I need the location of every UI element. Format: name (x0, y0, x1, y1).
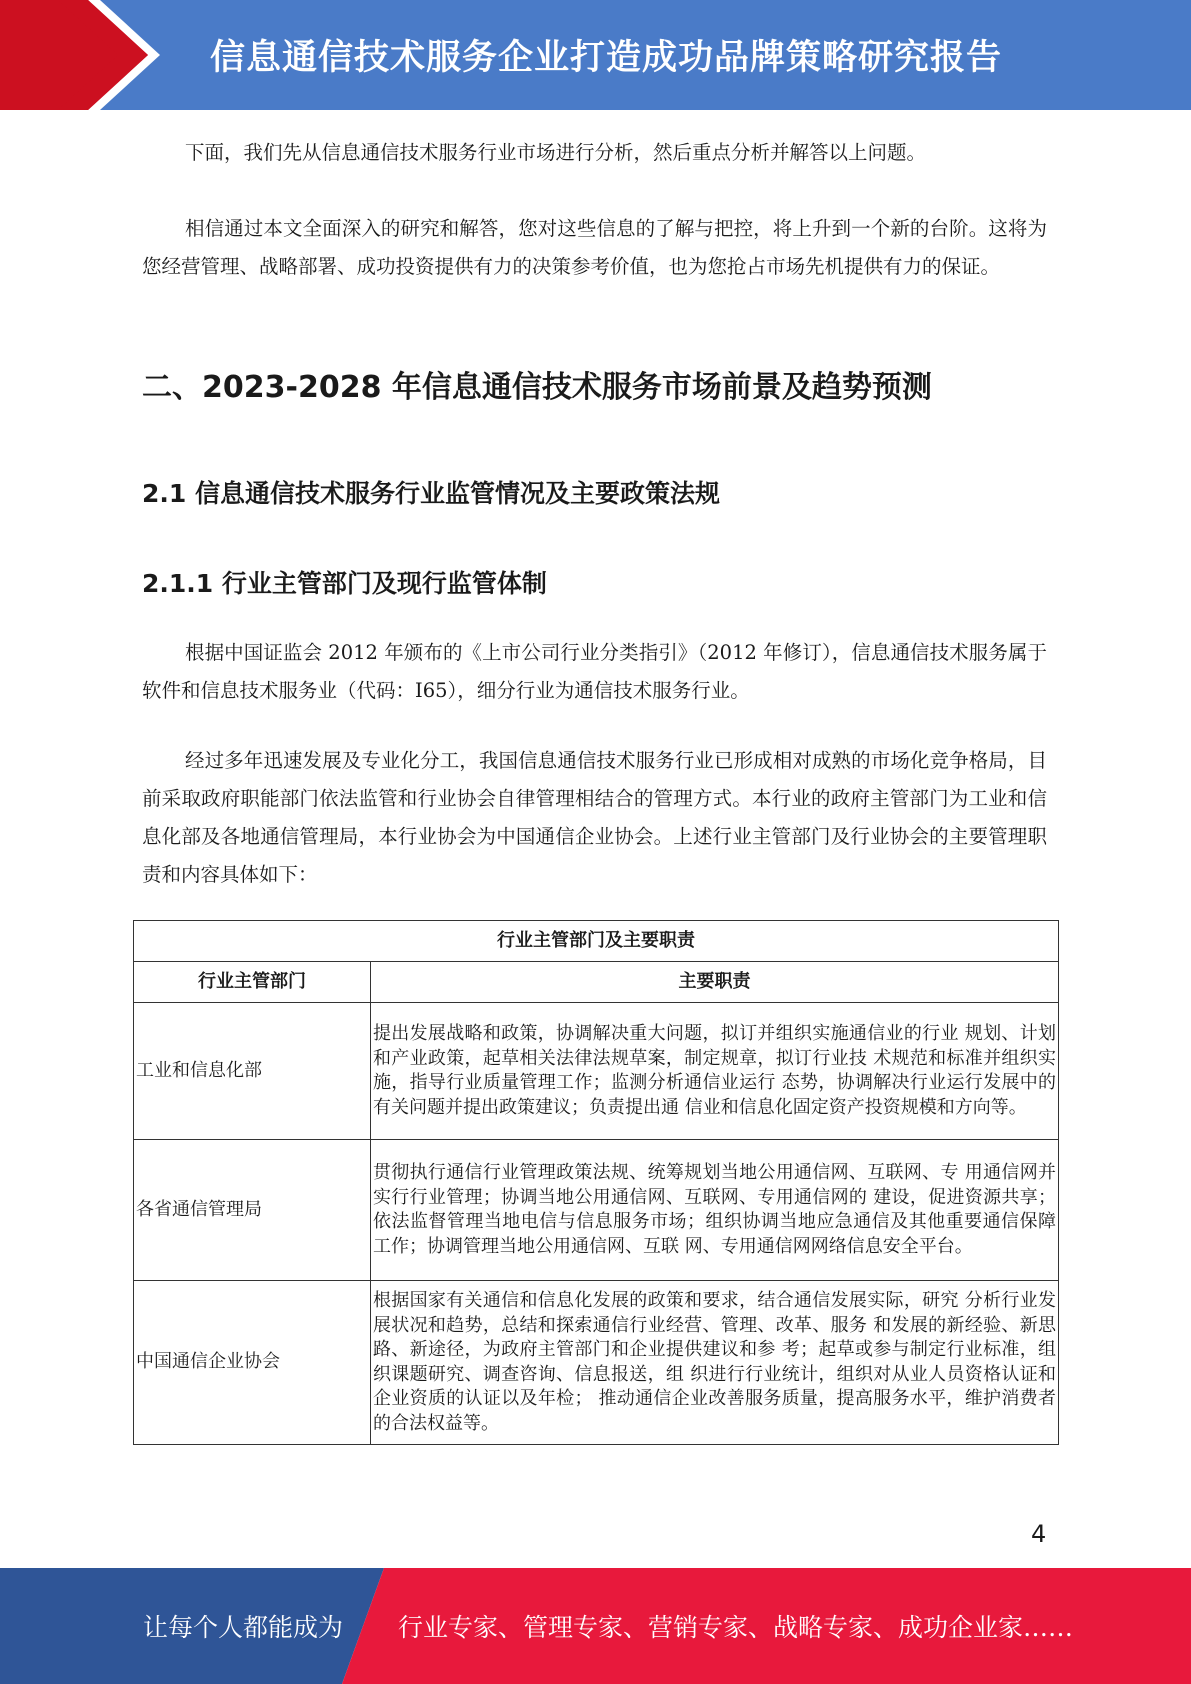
section-heading: 二、2023-2028 年信息通信技术服务市场前景及趋势预测 (142, 370, 932, 405)
table-caption: 行业主管部门及主要职责 (134, 921, 1059, 962)
regulation-paragraph: 经过多年迅速发展及专业化分工，我国信息通信技术服务行业已形成相对成熟的市场化竞争格局，目前采取政府职能部门依法监管和行业协会自律管理相结合的管理方式。本行业的政府主管部门为工业和信息化部及各地通信管理局，本行业协会为中国通信企业协会。上述行业主管部门及行业协会的主要管理职责和内容具体如下： (142, 749, 1047, 886)
page-footer (0, 1568, 1191, 1684)
footer-slogan-right: 行业专家、管理专家、营销专家、战略专家、成功企业家…… (398, 1613, 1074, 1642)
dept-cell: 各省通信管理局 (134, 1140, 371, 1281)
column-header-dept: 行业主管部门 (134, 962, 371, 1003)
value-paragraph: 相信通过本文全面深入的研究和解答，您对这些信息的了解与把控，将上升到一个新的台阶。这将为您经营管理、战略部署、成功投资提供有力的决策参考价值，也为您抢占市场先机提供有力的保证。 (142, 217, 1047, 278)
dept-cell: 中国通信企业协会 (134, 1281, 371, 1445)
duty-cell: 提出发展战略和政策，协调解决重大问题，拟订并组织实施通信业的行业 规划、计划和产业政策，起草相关法律法规草案，制定规章，拟订行业技 术规范和标准并组织实施，指导行业质量管理工作；监测分析通信业运行 态势，协调解决行业运行发展中的有关问题并提出政策建议；负责提出通 信业和信息化固定资产投资规模和方向等。 (371, 1003, 1059, 1140)
column-header-duty: 主要职责 (371, 962, 1059, 1003)
table-row (134, 1140, 1059, 1281)
page-header (0, 0, 1191, 110)
footer-slogan-left: 让每个人都能成为 (143, 1613, 344, 1642)
dept-cell: 工业和信息化部 (134, 1003, 371, 1140)
regulators-table (133, 920, 1059, 1445)
duty-cell: 根据国家有关通信和信息化发展的政策和要求，结合通信发展实际，研究 分析行业发展状况和趋势，总结和探索通信行业经营、管理、改革、服务 和发展的新经验、新思路、新途径，为政府主管部门和企业提供建议和参 考；起草或参与制定行业标准，组织课题研究、调查咨询、信息报送，组 织进行行业统计，组织对从业人员资格认证和企业资质的认证以及年检； 推动通信企业改善服务质量，提高服务水平，维护消费者的合法权益等。 (371, 1281, 1059, 1445)
table-caption-row (134, 921, 1059, 962)
table-row (134, 1281, 1059, 1445)
duty-cell: 贯彻执行通信行业管理政策法规、统筹规划当地公用通信网、互联网、专 用通信网并实行行业管理；协调当地公用通信网、互联网、专用通信网的 建设，促进资源共享；依法监督管理当地电信与信息服务市场；组织协调当地应急通信及其他重要通信保障工作；协调管理当地公用通信网、互联 网、专用通信网网络信息安全平台。 (371, 1140, 1059, 1281)
classification-paragraph: 根据中国证监会 2012 年颁布的《上市公司行业分类指引》（2012 年修订），信息通信技术服务属于软件和信息技术服务业（代码：I65），细分行业为通信技术服务行业。 (142, 641, 1047, 702)
table-row (134, 1003, 1059, 1140)
subsection-heading: 2.1 信息通信技术服务行业监管情况及主要政策法规 (142, 479, 720, 508)
table-header-row (134, 962, 1059, 1003)
report-title: 信息通信技术服务企业打造成功品牌策略研究报告 (210, 38, 1003, 78)
page-number: 4 (1031, 1520, 1047, 1548)
intro-paragraph: 下面，我们先从信息通信技术服务行业市场进行分析，然后重点分析并解答以上问题。 (185, 141, 927, 164)
sub-subsection-heading: 2.1.1 行业主管部门及现行监管体制 (142, 569, 547, 598)
